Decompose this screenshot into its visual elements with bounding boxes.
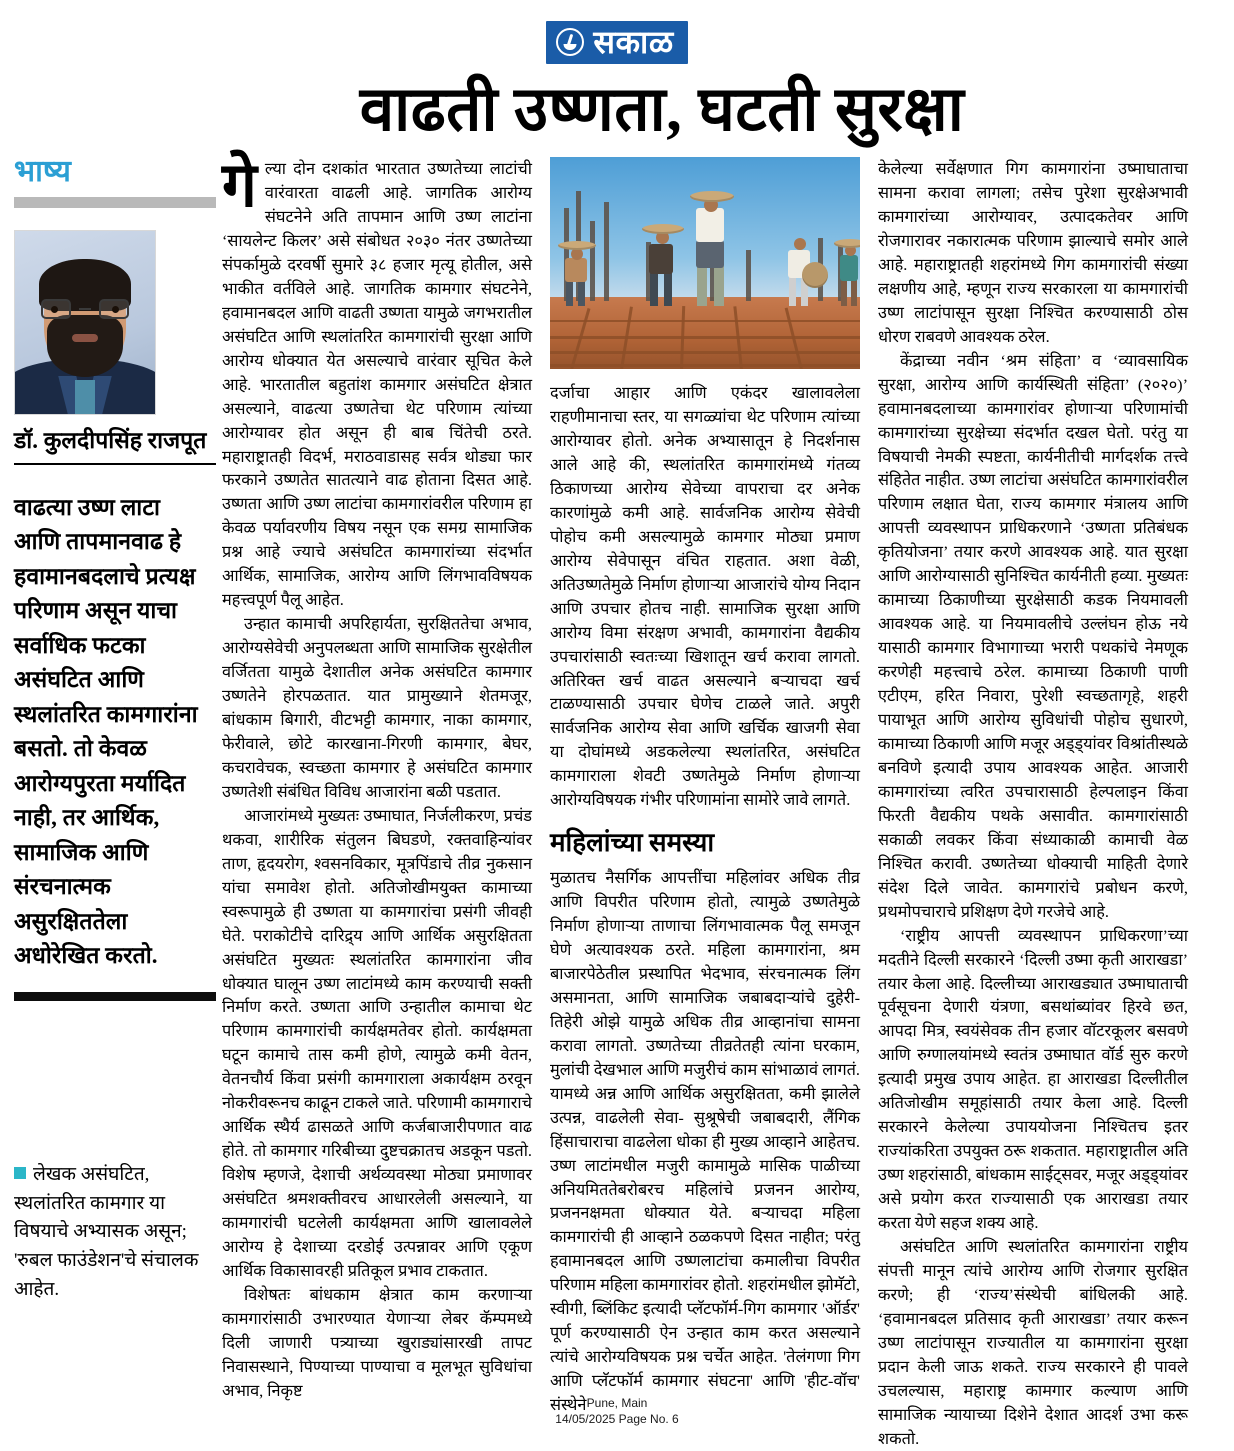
paragraph: असंघटित आणि स्थलांतरित कामगारांना राष्ट्रीय संपत्ती मानून त्यांचे आरोग्य आणि रोजगार सुरक्षित करणे; ही ‘राज्य’संस्थेची बांधिलकी आहे. ‘हवामानबदल प्रतिसाद कृती आराखडा’ तयार करून उष्ण लाटांपासून राज्यातील या कामगारांना सुरक्षा प्रदान केली जाऊ शकते. राज्य सरकारने ही पावले उचलल्यास, महाराष्ट्र कामगार कल्याण आणि सामाजिक न्यायाच्या दिशेने देशात आदर्श उभा करू शकतो. [878, 1236, 1188, 1448]
paragraph: केलेल्या सर्वेक्षणात गिग कामगारांना उष्माघाताचा सामना करावा लागला; तसेच पुरेशा सुरक्षेअभावी कामगारांच्या आरोग्यावर, उत्पादकतेवर आणि रोजगारावर नकारात्मक परिणाम झाल्याचे समोर आले आहे. महाराष्ट्रातही शहरांमध्ये गिग कामगारांची संख्या लक्षणीय आहे, म्हणून राज्य सरकारला या कामगारांची उष्ण लाटांपासून सुरक्षा निश्चित करण्यासाठी ठोस धोरण राबवणे आवश्यक ठरेल. [878, 159, 1188, 346]
paragraph: मुळातच नैसर्गिक आपत्तींचा महिलांवर अधिक तीव्र आणि विपरीत परिणाम होतो, त्यामुळे उष्णतेमुळे निर्माण होणाऱ्या ताणाचा लिंगभावात्मक पैलू समजून घेणे अत्यावश्यक ठरते. महिला कामगारांना, श्रम बाजारपेठेतील प्रस्थापित भेदभाव, संरचनात्मक लिंग असमानता, आणि सामाजिक जबाबदाऱ्यांचे दुहेरी-तिहेरी ओझे यामुळे अधिक तीव्र आव्हानांचा सामना करावा लागतो. उष्णतेच्या तीव्रतेतही त्यांना घरकाम, मुलांची देखभाल आणि मजुरीचं काम सांभाळावं लागतं. यामध्ये अन्न आणि आर्थिक असुरक्षितता, कमी झालेले उत्पन्न, वाढलेली सेवा- सुश्रूषेची जबाबदारी, लैंगिक हिंसाचाराचा वाढलेला धोका ही मुख्य आव्हाने आहेतच. उष्ण लाटांमधील मजुरी कामामुळे मासिक पाळीच्या अनियमिततेबरोबरच महिलांचे प्रजनन आरोग्य, प्रजननक्षमता धोक्यात येते. बऱ्याचदा महिला कामगारांची ही आव्हाने ठळकपणे दिसत नाहीत; परंतु हवामानबदल आणि उष्णलाटांचा कमालीचा विपरीत परिणाम महिला कामगारांवर होतो. शहरांमधील झोमॅटो, स्वीगी, ब्लिंकिट इत्यादी प्लॅटफॉर्म-गिग कामगार 'ऑर्डर' पूर्ण करण्यासाठी ऐन उन्हात काम करत असल्याने त्यांचे आरोग्यविषयक प्रश्न चर्चेत आहेत. 'तेलंगणा गिग आणि प्लॅटफॉर्म कामगार संघटना' आणि 'हीट-वॉच' संस्थेने [550, 868, 860, 1415]
footer-edition: Pune, Main [586, 1395, 648, 1410]
sakal-logo[interactable] [546, 21, 687, 64]
masthead-title: सकाळ [593, 23, 674, 60]
page-title: वाढती उष्णता, घटती सुरक्षा [359, 76, 965, 144]
article-column-2 [550, 157, 860, 1450]
drop-cap: गे [222, 152, 257, 221]
author-bio [14, 1161, 208, 1305]
author-divider [14, 463, 216, 465]
article-column-3 [878, 157, 1188, 1450]
author-bio-text: लेखक असंघटित, स्थलांतरित कामगार या विषयाचे अभ्यासक असून; 'रुबल फाउंडेशन'चे संचालक आहेत. [14, 1163, 199, 1301]
paragraph: दर्जाचा आहार आणि एकंदर खालावलेला राहणीमानाचा स्तर, या सगळ्यांचा थेट परिणाम त्यांच्या आरोग्यावर होतो. अनेक अभ्यासातून हे निदर्शनास आले आहे की, स्थलांतरित कामगारांमध्ये गंतव्य ठिकाणच्या आरोग्य सेवेच्या वापराचा दर अनेक कारणांमुळे कमी आहे. सार्वजनिक आरोग्य सेवेची पोहोच कमी असल्यामुळे कामगार मोठ्या प्रमाण आरोग्य सेवेपासून वंचित राहतात. अशा वेळी, अतिउष्णतेमुळे निर्माण होणाऱ्या आजारांचे योग्य निदान आणि उपचार होतच नाही. सामाजिक सुरक्षा आणि आरोग्य विमा संरक्षण अभावी, कामगारांना वैद्यकीय उपचारांसाठी स्वतःच्या खिशातून खर्च करावा लागतो. अतिरिक्त खर्च वाढत असल्याने बऱ्याचदा खर्च टाळण्यासाठी उपचार घेणेच टाळले जाते. अपुरी सार्वजनिक आरोग्य सेवा आणि खर्चिक खाजगी सेवा या दोघांमध्ये अडकलेल्या स्थलांतरित, असंघटित कामगाराला शेवटी उष्णतेमुळे निर्माण होणाऱ्या आरोग्यविषयक गंभीर परिणामांना सामोरे जावे लागते. [550, 383, 860, 810]
construction-workers-photo [550, 157, 860, 369]
author-name: डॉ. कुलदीपसिंह राजपूत [14, 428, 207, 454]
sidebar [14, 157, 222, 1305]
paragraph [222, 152, 532, 612]
headline-row [0, 72, 1234, 157]
section-subhead: महिलांच्या समस्या [550, 828, 715, 858]
paragraph: आजारांमध्ये मुख्यतः उष्माघात, निर्जलीकरण, प्रचंड थकवा, शारीरिक संतुलन बिघडणे, रक्तवाहिन्यांवर ताण, हृदयरोग, श्वसनविकार, मूत्रपिंडाचे तीव्र नुकसान यांचा समावेश होतो. अतिजोखीमयुक्त कामाच्या स्वरूपामुळे ही उष्णता या कामगारांचा प्रसंगी जीवही घेते. पराकोटीचे दारिद्र्य आणि आर्थिक असुरक्षितता असंघटित मुख्यतः स्थलांतरित कामगारांना जीव धोक्यात घालून उष्ण लाटांमध्ये काम करण्याची सक्ती निर्माण करते. उष्णता आणि उन्हातील कामाचा थेट परिणाम कामगारांची कार्यक्षमतेवर होतो. कार्यक्षमता घटून कामाचे तास कमी होणे, त्यामुळे कमी वेतन, वेतनचौर्य किंवा प्रसंगी कामगाराला अकार्यक्षम ठरवून नोकरीवरूनच काढून टाकले जाते. परिणामी कामगाराचे आर्थिक स्थैर्य ढासळते आणि कर्जबाजारीपणात वाढ होते. तो कामगार गरिबीच्या दुष्टचक्रातच अडकून पडतो. विशेष म्हणजे, देशाची अर्थव्यवस्था मोठ्या प्रमाणावर असंघटित श्रमशक्तीवरच आधारलेली असल्याने, या कामगारांची घटलेली कार्यक्षमता आणि खालावलेले आरोग्य हे देशाच्या दरडोई उत्पन्नावर आणि एकूण आर्थिक विकासावरही प्रतिकूल प्रभाव टाकतात. [222, 805, 532, 1280]
kicker-divider [14, 197, 216, 208]
page-footer [0, 1395, 1234, 1427]
paragraph: विशेषतः बांधकाम क्षेत्रात काम करणाऱ्या कामगारांसाठी उभारण्यात येणाऱ्या लेबर कॅम्पमध्ये दिली जाणारी पत्र्याच्या खुराड्यांसारखी तापट निवासस्थाने, पिण्याच्या पाण्याचा व मूलभूत सुविधांचा अभाव, निकृष्ट [222, 1284, 532, 1400]
masthead [0, 0, 1234, 72]
paragraph: ‘राष्ट्रीय आपत्ती व्यवस्थापन प्राधिकरणा’च्या मदतीने दिल्ली सरकारने ‘दिल्ली उष्मा कृती आराखडा’ तयार केला आहे. दिल्लीच्या आराखड्यात उष्माघाताची पूर्वसूचना देणारी यंत्रणा, बसथांब्यांवर हिरवे छत, आपदा मित्र, स्वयंसेवक तीन हजार वॉटरकूलर बसवणे आणि रुग्णालयांमध्ये स्वतंत्र उष्माघात वॉर्ड सुरु करणे इत्यादी प्रमुख उपाय आहेत. हा आराखडा दिल्लीतील अतिजोखीम समूहांसाठी तयार केला आहे. दिल्ली सरकारने केलेल्या उपाययोजना निश्चितच इतर राज्यांकरिता उपयुक्त ठरू शकतात. महाराष्ट्रातील अति उष्ण शहरांसाठी, बांधकाम साईट्सवर, मजूर अड्ड्यांवर असे प्रयोग करत राज्यासाठी एक आराखडा तयार करता येणे सहज शक्य आहे. [878, 925, 1188, 1233]
pull-quote: वाढत्या उष्ण लाटा आणि तापमानवाढ हे हवामानबदलाचे प्रत्यक्ष परिणाम असून याचा सर्वाधिक फटका असंघटित आणि स्थलांतरित कामगारांना बसतो. तो केवळ आरोग्यपुरता मर्यादित नाही, तर आर्थिक, सामाजिक आणि संरचनात्मक असुरक्षिततेला अधोरेखित करतो. [14, 494, 198, 969]
pullquote-divider [14, 992, 216, 1001]
article-column-1 [222, 152, 532, 1450]
paragraph-text: ल्या दोन दशकांत भारतात उष्णतेच्या लाटांची वारंवारता वाढली आहे. जागतिक आरोग्य संघटनेने अति तापमान आणि उष्ण लाटांना ‘सायलेन्ट किलर’ असे संबोधत २०३० नंतर उष्णतेच्या संपर्कामुळे दरवर्षी सुमारे ३८ हजार मृत्यू होतील, असे भाकीत वर्तविले आहे. जागतिक कामगार संघटनेने, हवामानबदल आणि वाढती उष्णता यामुळे जगभरातील असंघटित आणि स्थलांतरित कामगारांची सुरक्षा आणि आरोग्य धोक्यात येत असल्याचे वारंवार सूचित केले आहे. भारतातील बहुतांश कामगार असंघटित क्षेत्रात असल्याने, वाढत्या उष्णतेचा थेट परिणाम त्यांच्या आरोग्यावर होत असून ही बाब चिंतेची ठरते. महाराष्ट्रातही विदर्भ, मराठवाडासह सर्वत्र थोड्या फार फरकाने उष्णतेत सातत्याने वाढ होताना दिसत आहे. उष्णता आणि उष्ण लाटांचा कामगारांवरील परिणाम हा केवळ पर्यावरणीय विषय नसून एक समग्र सामाजिक प्रश्न आहे ज्याचे असंघटित कामगारांच्या संदर्भात आर्थिक, सामाजिक, आरोग्य आणि लिंगभावविषयक महत्त्वपूर्ण पैलू आहेत. [222, 159, 532, 610]
author-photo [14, 230, 156, 415]
paragraph: केंद्राच्या नवीन ‘श्रम संहिता’ व ‘व्यावसायिक सुरक्षा, आरोग्य आणि कार्यस्थिती संहिता’ (२०२०)’ हवामानबदलाच्या कामगारांवर होणाऱ्या परिणामांची कामगारांच्या सुरक्षेच्या संदर्भात दखल घेतो. परंतु या विषयाची नेमकी स्पष्टता, कार्यनीतीची मार्गदर्शक तत्त्वे संहितेत नाहीत. उष्ण लाटांचा असंघटित कामगारांवरील परिणाम लक्षात घेता, राज्य कामगार मंत्रालय आणि आपत्ती व्यवस्थापन प्राधिकरणाने ‘उष्णता प्रतिबंधक कृतियोजना’ तयार करणे आवश्यक आहे. यात सुरक्षा आणि आरोग्यासाठी सुनिश्चित कार्यनीती हव्या. मुख्यतः कामाच्या ठिकाणीच्या सुरक्षेसाठी कडक नियमावली आवश्यक आहे. या नियमावलीचे उल्लंघन होऊ नये यासाठी कामगार विभागाच्या भरारी पथकांचे नेमणूक करणेही महत्त्वाचे ठरेल. कामाच्या ठिकाणी पाणी एटीएम, हरित निवारा, पुरेशी स्वच्छतागृहे, शहरी पायाभूत आणि आरोग्य सुविधांची पोहोच सुधारणे, कामाच्या ठिकाणी आणि मजूर अड्ड्यांवर विश्रांतीस्थळे बनविणे इत्यादी उपाय आवश्यक आहेत. आजारी कामगारांच्या त्वरित उपचारासाठी हेल्पलाइन किंवा फिरती वैद्यकीय पथके असावीत. कामगारांसाठी सकाळी लवकर किंवा संध्याकाळी कामाची वेळ निश्चित करावी. उष्णतेच्या धोक्याची माहिती देणारे संदेश दिले जावेत. कामगारांचे प्रबोधन करणे, प्रथमोपचाराचे प्रशिक्षण देणे गरजेचे आहे. [878, 350, 1188, 921]
footer-date-page: 14/05/2025 Page No. 6 [555, 1411, 679, 1426]
article-columns [222, 152, 1220, 1450]
section-kicker: भाष्य [14, 155, 71, 189]
page-body [0, 152, 1234, 1450]
paragraph: उन्हात कामाची अपरिहार्यता, सुरक्षिततेचा अभाव, आरोग्यसेवेची अनुपलब्धता आणि सामाजिक सुरक्षेतील वर्जितता यामुळे देशातील अनेक असंघटित कामगार उष्णतेने होरपळतात. यात प्रामुख्याने शेतमजूर, बांधकाम बिगारी, वीटभट्टी कामगार, नाका कामगार, फेरीवाले, छोटे कारखाना-गिरणी कामगार, बेघर, कचरावेचक, स्वच्छता कामगार हे असंघटित कामगार उष्णतेशी संबंधित विविध आजारांना बळी पडतात. [222, 614, 532, 801]
sakal-emblem-icon [556, 28, 584, 56]
square-bullet-icon [14, 1167, 26, 1179]
